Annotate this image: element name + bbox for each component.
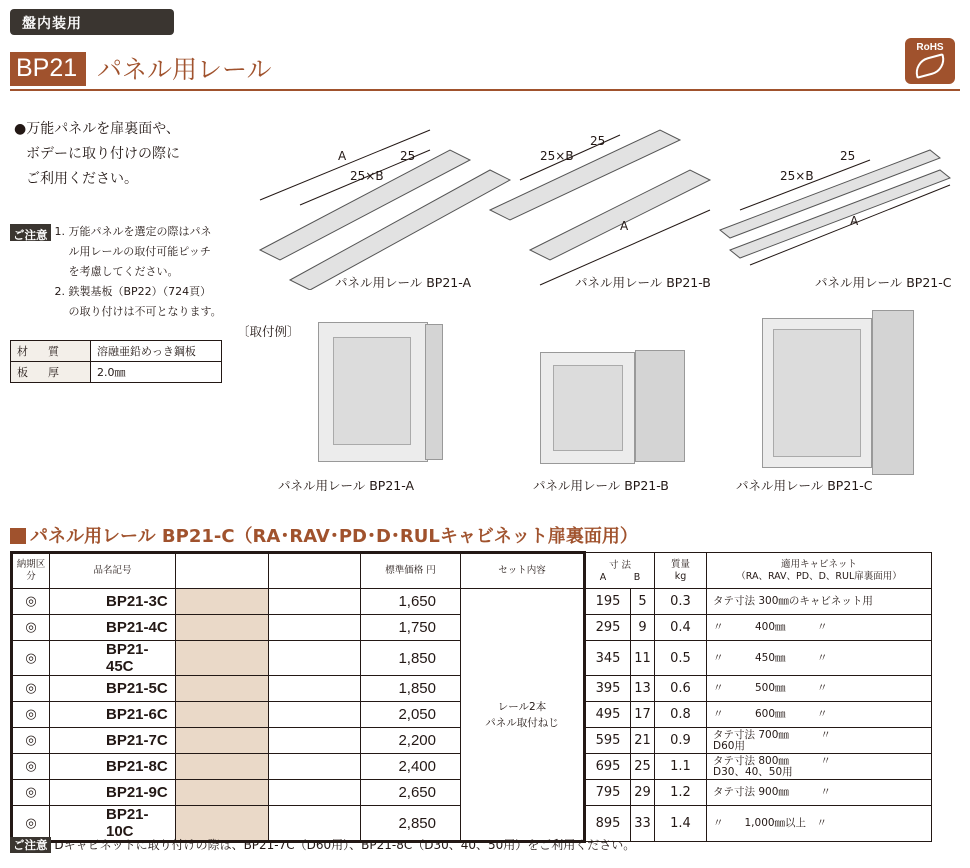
table-row: ◎ BP21-45C 1,850 345 11 0.5 〃 450㎜ 〃: [12, 641, 932, 676]
mount-caption-c: パネル用レール BP21-C: [736, 478, 873, 493]
thickness-key: 板厚: [11, 362, 91, 383]
category-tag: 盤内装用: [10, 9, 174, 35]
dim-b-label: 25×B: [350, 169, 384, 183]
mount-caption-a: パネル用レール BP21-A: [278, 478, 415, 493]
bullet-line: ボデーに取り付けの際に: [26, 146, 180, 162]
product-table: [10, 551, 932, 843]
caution-notes: [10, 222, 222, 322]
rohs-badge: [905, 38, 955, 84]
dim-c-label: 25: [590, 134, 606, 148]
cabinet-image-b: [540, 352, 635, 464]
usage-bullet: [14, 117, 180, 192]
set-contents: レール2本 パネル取付ねじ: [461, 589, 585, 842]
caution-tag: ご注意: [10, 837, 51, 853]
header-cabinet: 適用キャビネット （RA、RAV、PD、D、RUL扉裏面用）: [707, 553, 932, 589]
rail-caption-c: パネル用レール BP21-C: [815, 275, 952, 290]
note-line: ル用レールの取付可能ピッチ: [68, 245, 211, 258]
cabinet-image-a: [318, 322, 428, 462]
dim-b-label: 25×B: [780, 169, 814, 183]
dim-c-label: 25: [840, 149, 856, 163]
note-line: を考慮してください。: [68, 265, 179, 278]
bullet-line: ご利用ください。: [26, 171, 138, 187]
header-dims: 寸 法 A B: [585, 553, 655, 589]
material-value: 溶融亜鉛めっき鋼板: [91, 341, 222, 362]
table-row: ◎ BP21-9C 2,650 795 29 1.2 タテ寸法 900㎜ 〃: [12, 780, 932, 806]
table-row: ◎ BP21-3C 1,650 レール2本 パネル取付ねじ 195 5 0.3 タテ寸法 300㎜のキャビネット用: [12, 589, 932, 615]
note-number: 2.: [54, 285, 65, 298]
table-row: ◎ BP21-5C 1,850 395 13 0.6 〃 500㎜ 〃: [12, 676, 932, 702]
title-rule: [10, 89, 960, 91]
table-row: ◎ BP21-8C 2,400 695 25 1.1 タテ寸法 800㎜ 〃 D30、40、50用: [12, 754, 932, 780]
header-weight: 質量 kg: [655, 553, 707, 589]
door-image-a: [425, 324, 443, 460]
dim-a-label: A: [338, 149, 347, 163]
thickness-value: 2.0㎜: [91, 362, 222, 383]
caution-tag: ご注意: [10, 224, 51, 241]
dim-a-label: A: [620, 219, 629, 233]
note-line: 鉄製基板（BP22）（724頁）: [68, 285, 212, 298]
header-set: セット内容: [461, 553, 585, 589]
footer-note: [10, 836, 635, 853]
rail-illustrations: [250, 110, 960, 290]
table-row: ◎ BP21-4C 1,750 295 9 0.4 〃 400㎜ 〃: [12, 615, 932, 641]
section-marker-icon: [10, 528, 26, 544]
dim-b-label: 25×B: [540, 149, 574, 163]
mount-caption-b: パネル用レール BP21-B: [533, 478, 669, 493]
dim-a-label: A: [850, 214, 859, 228]
leaf-icon: [912, 53, 948, 79]
header-delivery: 納期区分: [12, 553, 50, 589]
note-line: の取り付けは不可となります。: [68, 305, 222, 318]
cabinet-image-c: [762, 318, 872, 468]
table-row: ◎ BP21-6C 2,050 495 17 0.8 〃 600㎜ 〃: [12, 702, 932, 728]
door-image-b: [635, 350, 685, 462]
footer-note-text: Dキャビネットに取り付けの際は、BP21-7C（D60用）、BP21-8C（D30、40、50用）をご利用ください。: [54, 838, 636, 852]
header-price: 標準価格 円: [361, 553, 461, 589]
table-row: ◎ BP21-7C 2,200 595 21 0.9 タテ寸法 700㎜ 〃 D60用: [12, 728, 932, 754]
note-number: 1.: [54, 225, 65, 238]
section-title-text: パネル用レール BP21-C（RA･RAV･PD･D･RULキャビネット扉裏面用）: [30, 526, 638, 547]
material-key: 材質: [11, 341, 91, 362]
rail-caption-a: パネル用レール BP21-A: [335, 275, 472, 290]
door-image-c: [872, 310, 914, 475]
product-title: パネル用レール: [97, 55, 272, 84]
bullet-line: ●万能パネルを扉裏面や、: [14, 121, 180, 137]
note-line: 万能パネルを選定の際はパネ: [68, 225, 212, 238]
header-part-no: 品名記号: [50, 553, 176, 589]
section-title: [10, 522, 638, 548]
rohs-label: RoHS: [916, 42, 944, 53]
mount-example-label: 〔取付例〕: [237, 324, 300, 339]
dim-c-label: 25: [400, 149, 416, 163]
rail-caption-b: パネル用レール BP21-B: [575, 275, 711, 290]
product-code: BP21: [10, 52, 86, 86]
material-table: [10, 340, 222, 383]
table-row: ◎ BP21-10C 2,850 895 33 1.4 〃 1,000㎜以上 〃: [12, 806, 932, 842]
